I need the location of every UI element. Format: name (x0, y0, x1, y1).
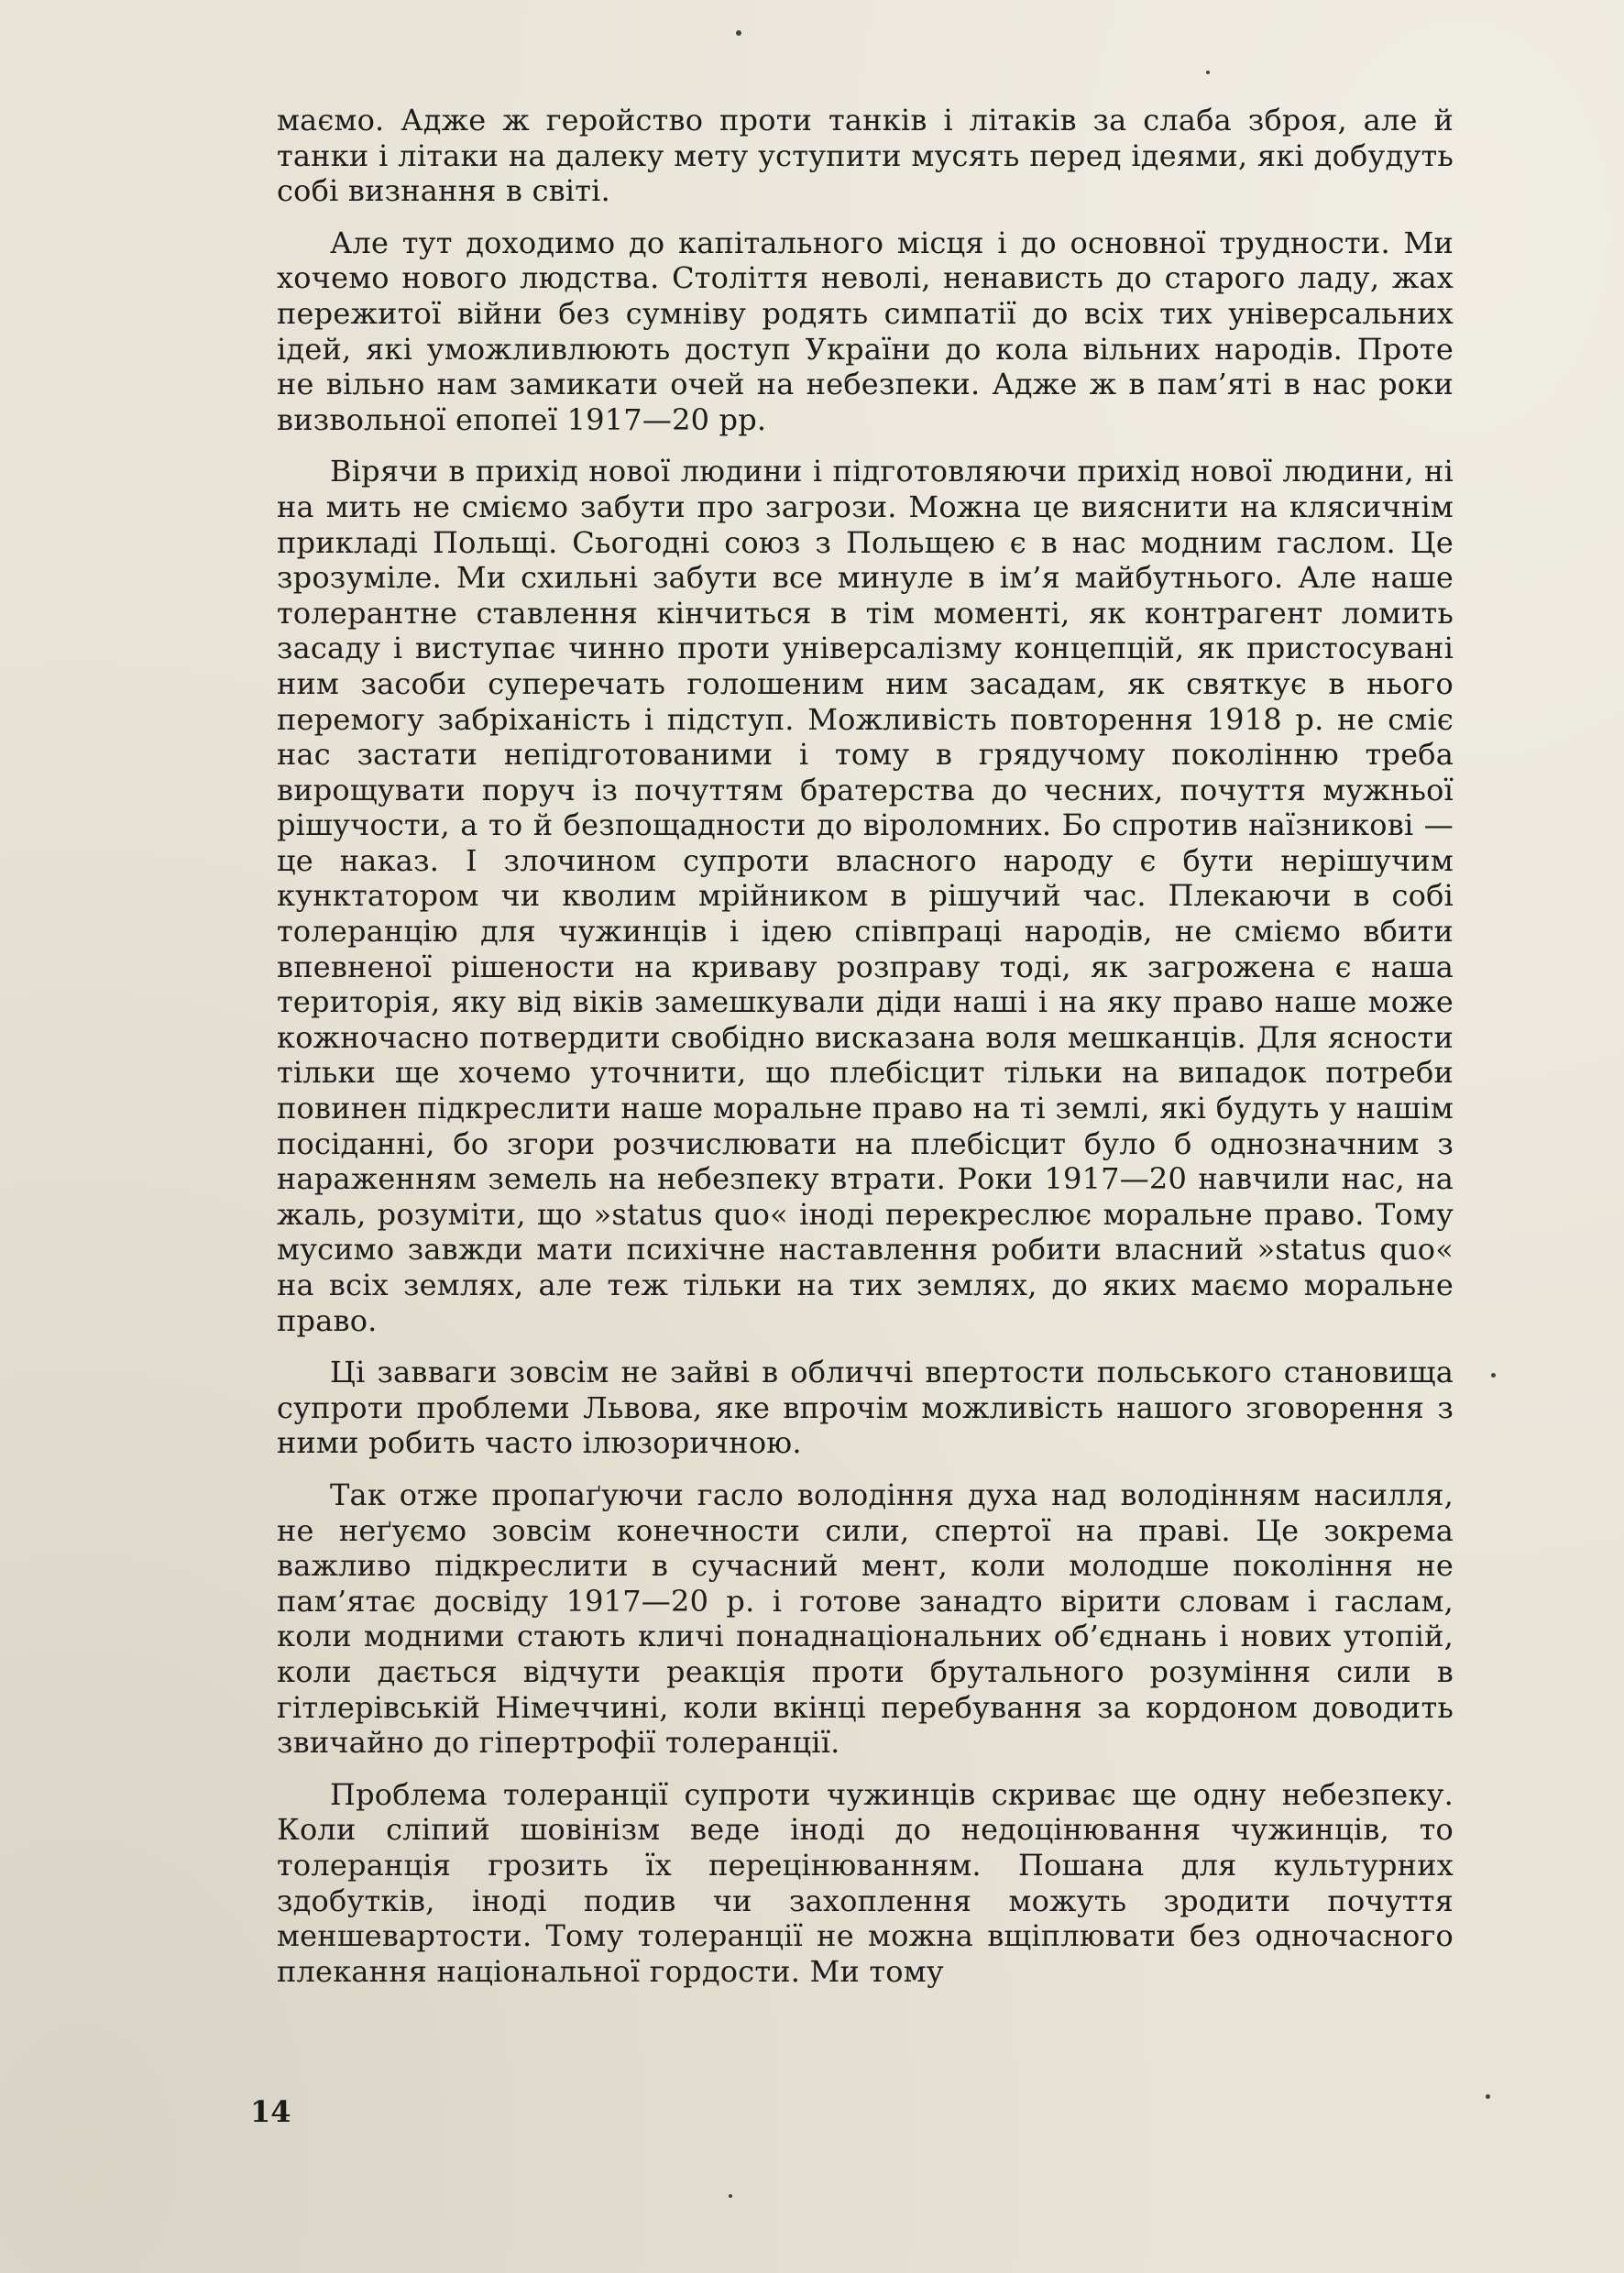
paragraph: Вірячи в прихід нової людини і підготовляючи прихід нової людини, ні на мить не сміємо забути про загрози. Можна це вияснити на клясичнім прикладі Польщі. Сьогодні союз з Польщею є в нас модним гаслом. Це зрозуміле. Ми схильні забути все минуле в ім’я майбутнього. Але наше толерантне ставлення кінчиться в тім моменті, як контрагент ломить засаду і виступає чинно проти універсалізму концепцій, як пристосувані ним засоби суперечать голошеним ним засадам, як святкує в нього перемогу забріханість і підступ. Можливість повторення 1918 р. не сміє нас застати непідготованими і тому в грядучому поколінню треба вирощувати поруч із почуттям братерства до чесних, почуття мужньої рішучости, а то й безпощадности до віроломних. Бо спротив наїзникові — це наказ. І злочином супроти власного народу є бути нерішучим кунктатором чи кволим мрійником в рішучий час. Плекаючи в собі толеранцію для чужинців і ідею співпраці народів, не сміємо вбити впевненої рішености на криваву розправу тоді, як загрожена є наша територія, яку від віків замешкували діди наші і на яку право наше може кожночасно потвердити свобідно висказана воля мешканців. Для ясности тільки ще хочемо уточнити, що плебісцит тільки на випадок потреби повинен підкреслити наше моральне право на ті землі, які будуть у нашім посіданні, бо згори розчислювати на плебісцит було б однозначним з нараженням земель на небезпеку втрати. Роки 1917—20 навчили нас, на жаль, розуміти, що »status quo« іноді перекреслює моральне право. Тому мусимо завжди мати психічне наставлення робити власний »status quo« на всіх землях, але теж тільки на тих землях, до яких маємо моральне право. (277, 454, 1454, 1338)
page-number: 14 (250, 2094, 291, 2129)
paper-speck (736, 30, 741, 36)
paper-speck (1206, 71, 1210, 74)
paragraph: Але тут доходимо до капітального місця і до основної трудности. Ми хочемо нового людства. Століття неволі, ненависть до старого ладу, жах пережитої війни без сумніву родять симпатії до всіх тих універсальних ідей, які уможливлюють доступ України до кола вільних народів. Проте не вільно нам замикати очей на небезпеки. Адже ж в пам’яті в нас роки визвольної епопеї 1917—20 рр. (277, 225, 1454, 437)
paragraph: Так отже пропаґуючи гасло володіння духа над володінням насилля, не неґуємо зовсім конечности сили, спертої на праві. Це зокрема важливо підкреслити в сучасний мент, коли молодше покоління не пам’ятає досвіду 1917—20 р. і готове занадто вірити словам і гаслам, коли модними стають кличі понаднаціональних об’єднань і нових утопій, коли дається відчути реакція проти брутального розуміння сили в гітлерівській Німеччині, коли вкінці перебування за кордоном доводить звичайно до гіпертрофії толеранції. (277, 1477, 1454, 1761)
paragraph: Ці завваги зовсім не зайві в обличчі впертости польського становища супроти проблеми Львова, яке впрочім можливість нашого зговорення з ними робить часто ілюзоричною. (277, 1355, 1454, 1461)
paper-speck (729, 2194, 732, 2198)
text-column (277, 103, 1454, 2005)
paper-speck (1486, 2094, 1490, 2099)
paper-speck (1491, 1373, 1496, 1378)
paragraph: Проблема толеранції супроти чужинців скриває ще одну небезпеку. Коли сліпий шовінізм веде іноді до недоцінювання чужинців, то толеранція грозить їх перецінюванням. Пошана для культурних здобутків, іноді подив чи захоплення можуть зродити почуття меншевартости. Тому толеранції не можна вщіплювати без одночасного плекання національної гордости. Ми тому (277, 1776, 1454, 1989)
paragraph-continuation: маємо. Адже ж геройство проти танків і літаків за слаба зброя, але й танки і літаки на далеку мету уступити мусять перед ідеями, які добудуть собі визнання в світі. (277, 103, 1454, 209)
